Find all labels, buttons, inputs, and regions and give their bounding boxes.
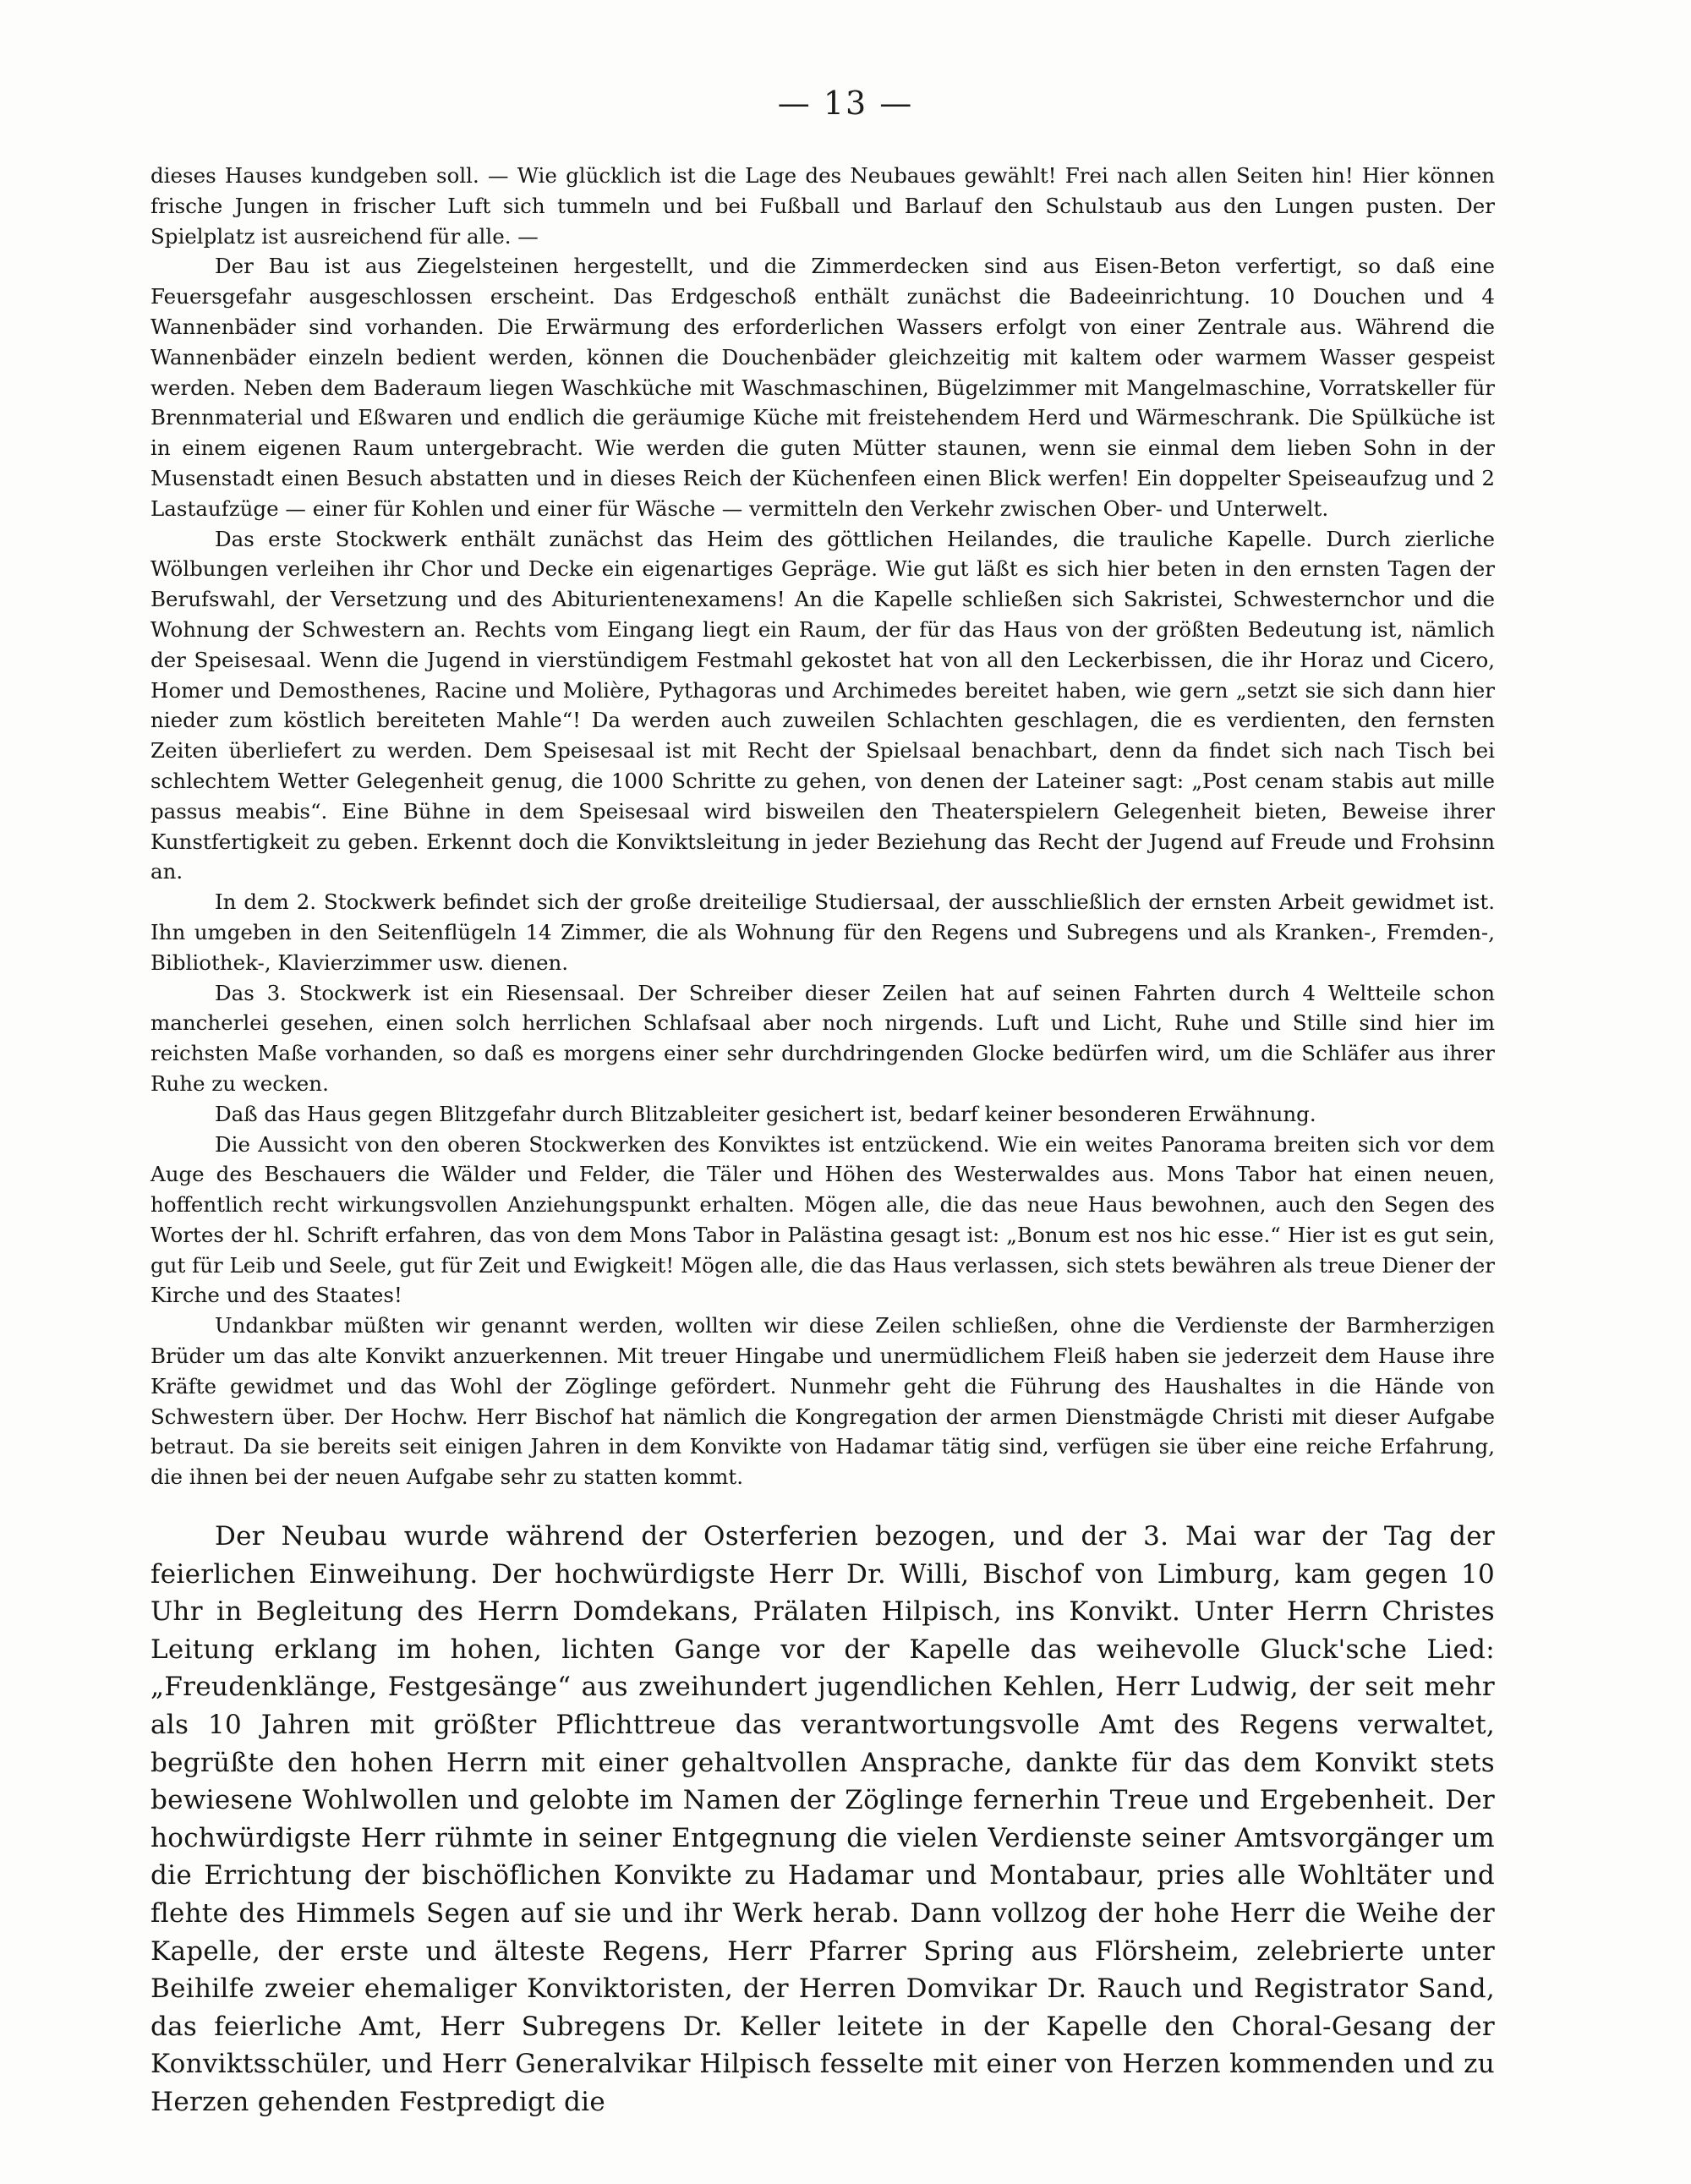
paragraph: Das 3. Stockwerk ist ein Riesensaal. Der Schreiber dieser Zeilen hat auf seinen Fahrten durch 4 Weltteile schon mancherlei gesehen, einen solch herrlichen Schlafsaal aber noch nirgends. Luft und Licht, Ruhe und Stille sind hier im reichsten Maße vorhanden, so daß es morgens einer sehr durchdringenden Glocke bedürfen wird, um die Schläfer aus ihrer Ruhe zu wecken.: [150, 980, 1495, 1096]
paragraph: Die Aussicht von den oberen Stockwerken des Konviktes ist entzückend. Wie ein weites Panorama breiten sich vor dem Auge des Beschauers die Wälder und Felder, die Täler und Höhen des Westerwaldes aus. Mons Tabor hat einen neuen, hoffentlich recht wirkungsvollen Anziehungspunkt erhalten. Mögen alle, die das neue Haus bewohnen, auch den Segen des Wortes der hl. Schrift erfahren, das von dem Mons Tabor in Palästina gesagt ist: „Bonum est nos hic esse.“ Hier ist es gut sein, gut für Leib und Seele, gut für Zeit und Ewigkeit! Mögen alle, die das Haus verlassen, sich stets bewähren als treue Diener der Kirche und des Staates!: [150, 1131, 1495, 1308]
text-column: [150, 161, 1495, 2117]
page-number: — 13 —: [777, 85, 914, 122]
paragraph: Daß das Haus gegen Blitzgefahr durch Blitzableiter gesichert ist, bedarf keiner besonderen Erwähnung.: [215, 1101, 1316, 1126]
paragraph: Undankbar müßten wir genannt werden, wollten wir diese Zeilen schließen, ohne die Verdienste der Barmherzigen Brüder um das alte Konvikt anzuerkennen. Mit treuer Hingabe und unermüdlichem Fleiß haben sie jederzeit dem Hause ihre Kräfte gewidmet und das Wohl der Zöglinge gefördert. Nunmehr geht die Führung des Haushaltes in die Hände von Schwestern über. Der Hochw. Herr Bischof hat nämlich die Kongregation der armen Dienstmägde Christi mit dieser Aufgabe betraut. Da sie bereits seit einigen Jahren in dem Konvikte von Hadamar tätig sind, verfügen sie über eine reiche Erfahrung, die ihnen bei der neuen Aufgabe sehr zu statten kommt.: [150, 1313, 1495, 1490]
paragraph: Das erste Stockwerk enthält zunächst das Heim des göttlichen Heilandes, die trauliche Kapelle. Durch zierliche Wölbungen verleihen ihr Chor und Decke ein eigenartiges Gepräge. Wie gut läßt es sich hier beten in den ernsten Tagen der Berufswahl, der Versetzung und des Abiturientenexamens! An die Kapelle schließen sich Sakristei, Schwesternchor und die Wohnung der Schwestern an. Rechts vom Eingang liegt ein Raum, der für das Haus von der größten Bedeutung ist, nämlich der Speisesaal. Wenn die Jugend in vierstündigem Festmahl gekostet hat von all den Leckerbissen, die ihr Horaz und Cicero, Homer und Demosthenes, Racine und Molière, Pythagoras und Archimedes bereitet haben, wie gern „setzt sie sich dann hier nieder zum köstlich bereiteten Mahle“! Da werden auch zuweilen Schlachten geschlagen, die es verdienten, den fernsten Zeiten überliefert zu werden. Dem Speisesaal ist mit Recht der Spielsaal benachbart, denn da findet sich nach Tisch bei schlechtem Wetter Gelegenheit genug, die 1000 Schritte zu gehen, von denen der Lateiner sagt: „Post cenam stabis aut mille passus meabis“. Eine Bühne in dem Speisesaal wird bisweilen den Theaterspielern Gelegenheit bieten, Beweise ihrer Kunstfertigkeit zu geben. Erkennt doch die Konviktsleitung in jeder Beziehung das Recht der Jugend auf Freude und Frohsinn an.: [150, 526, 1495, 884]
paragraph: In dem 2. Stockwerk befindet sich der große dreiteilige Studiersaal, der ausschließlich der ernsten Arbeit gewidmet ist. Ihn umgeben in den Seitenflügeln 14 Zimmer, die als Wohnung für den Regens und Subregens und als Kranken-, Fremden-, Bibliothek-, Klavierzimmer usw. dienen.: [150, 889, 1495, 975]
paragraph: dieses Hauses kundgeben soll. — Wie glücklich ist die Lage des Neubaues gewählt! Frei nach allen Seiten hin! Hier können frische Jungen in frischer Luft sich tummeln und bei Fußball und Barlauf den Schulstaub aus den Lungen pusten. Der Spielplatz ist ausreichend für alle. —: [150, 163, 1495, 249]
paragraph: Der Neubau wurde während der Osterferien bezogen, und der 3. Mai war der Tag der feierlichen Einweihung. Der hochwürdigste Herr Dr. Willi, Bischof von Limburg, kam gegen 10 Uhr in Begleitung des Herrn Domdekans, Prälaten Hilpisch, ins Konvikt. Unter Herrn Christes Leitung erklang im hohen, lichten Gange vor der Kapelle das weihevolle Gluck'sche Lied: „Freudenklänge, Festgesänge“ aus zweihundert jugendlichen Kehlen, Herr Ludwig, der seit mehr als 10 Jahren mit größter Pflichttreue das verantwortungsvolle Amt des Regens verwaltet, begrüßte den hohen Herrn mit einer gehaltvollen Ansprache, dankte für das dem Konvikt stets bewiesene Wohlwollen und gelobte im Namen der Zöglinge fernerhin Treue und Ergebenheit. Der hochwürdigste Herr rühmte in seiner Entgegnung die vielen Verdienste seiner Amtsvorgänger um die Errichtung der bischöflichen Konvikte zu Hadamar und Montabaur, pries alle Wohltäter und flehte des Himmels Segen auf sie und ihr Werk herab. Dann vollzog der hohe Herr die Weihe der Kapelle, der erste und älteste Regens, Herr Pfarrer Spring aus Flörsheim, zelebrierte unter Beihilfe zweier ehemaliger Konviktoristen, der Herren Domvikar Dr. Rauch und Registrator Sand, das feierliche Amt, Herr Subregens Dr. Keller leitete in der Kapelle den Choral-Gesang der Konviktsschüler, und Herr Generalvikar Hilpisch fesselte mit einer von Herzen kommenden und zu Herzen gehenden Festpredigt die: [150, 1521, 1495, 2117]
small-print-section: [150, 161, 1495, 1492]
large-print-section: [150, 1518, 1495, 2121]
paragraph: Der Bau ist aus Ziegelsteinen hergestellt, und die Zimmerdecken sind aus Eisen-Beton verfertigt, so daß eine Feuersgefahr ausgeschlossen erscheint. Das Erdgeschoß enthält zunächst die Badeeinrichtung. 10 Douchen und 4 Wannenbäder sind vorhanden. Die Erwärmung des erforderlichen Wassers erfolgt von einer Zentrale aus. Während die Wannenbäder einzeln bedient werden, können die Douchenbäder gleichzeitig mit kaltem oder warmem Wasser gespeist werden. Neben dem Baderaum liegen Waschküche mit Waschmaschinen, Bügelzimmer mit Mangelmaschine, Vorratskeller für Brennmaterial und Eßwaren und endlich die geräumige Küche mit freistehendem Herd und Wärmeschrank. Die Spülküche ist in einem eigenen Raum untergebracht. Wie werden die guten Mütter staunen, wenn sie einmal dem lieben Sohn in der Musenstadt einen Besuch abstatten und in dieses Reich der Küchenfeen einen Blick werfen! Ein doppelter Speiseaufzug und 2 Lastaufzüge — einer für Kohlen und einer für Wäsche — vermitteln den Verkehr zwischen Ober- und Unterwelt.: [150, 254, 1495, 521]
